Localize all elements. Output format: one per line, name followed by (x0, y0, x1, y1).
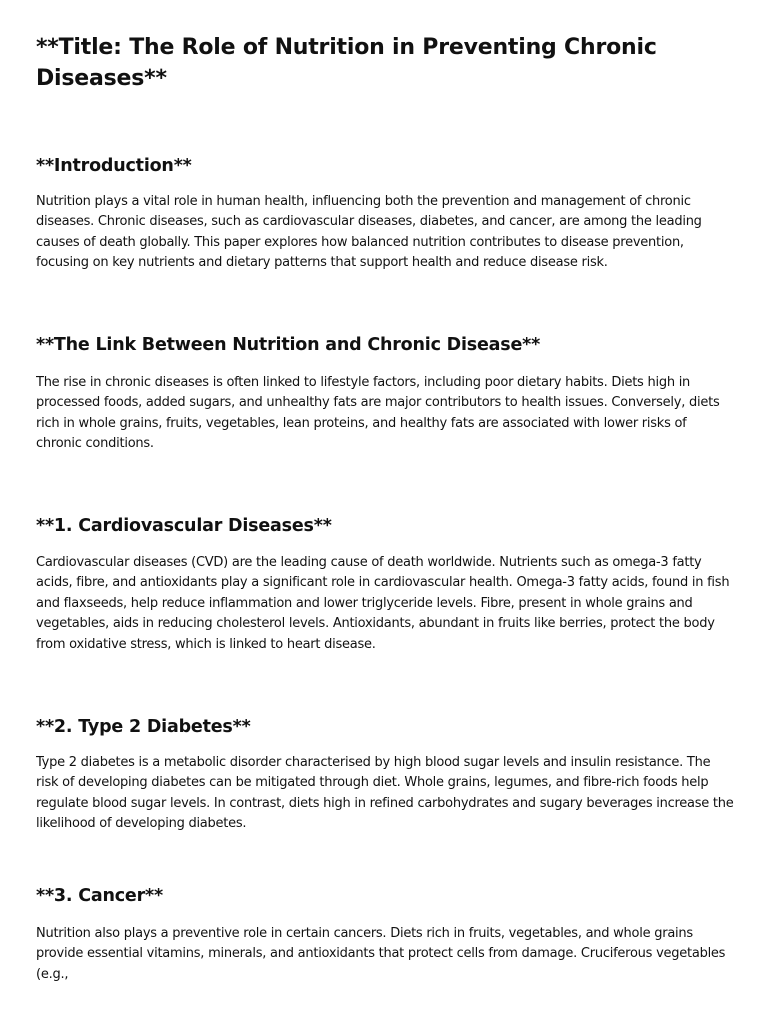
section-heading-diabetes: **2. Type 2 Diabetes** (36, 717, 251, 737)
document-title: **Title: The Role of Nutrition in Preventing Chronic Diseases** (36, 35, 657, 91)
section-paragraph-cancer: Nutrition also plays a preventive role in certain cancers. Diets rich in fruits, vegetables, and whole grains provide essential vitamins, minerals, and antioxidants that protect cells from damage. Cruciferous vegetables (e.g., (36, 926, 726, 982)
section-heading-cancer: **3. Cancer** (36, 886, 163, 906)
section-heading-nutrition-link: **The Link Between Nutrition and Chronic Disease** (36, 335, 541, 355)
section-heading-introduction: **Introduction** (36, 156, 192, 176)
document-page (36, 0, 736, 1024)
section-paragraph-nutrition-link: The rise in chronic diseases is often linked to lifestyle factors, including poor dietary habits. Diets high in processed foods, added sugars, and unhealthy fats are major contributors to health issues. Conversely, diets rich in whole grains, fruits, vegetables, lean proteins, and healthy fats are associated with lower risks of chronic conditions. (36, 375, 720, 452)
section-paragraph-cardiovascular: Cardiovascular diseases (CVD) are the leading cause of death worldwide. Nutrients such as omega-3 fatty acids, fibre, and antioxidants play a significant role in cardiovascular health. Omega-3 fatty acids, found in fish and flaxseeds, help reduce inflammation and lower triglyceride levels. Fibre, present in whole grains and vegetables, aids in reducing cholesterol levels. Antioxidants, abundant in fruits like berries, protect the body from oxidative stress, which is linked to heart disease. (36, 555, 730, 652)
section-paragraph-introduction: Nutrition plays a vital role in human health, influencing both the prevention and management of chronic diseases. Chronic diseases, such as cardiovascular diseases, diabetes, and cancer, are among the leading causes of death globally. This paper explores how balanced nutrition contributes to disease prevention, focusing on key nutrients and dietary patterns that support health and reduce disease risk. (36, 194, 702, 271)
section-paragraph-diabetes: Type 2 diabetes is a metabolic disorder characterised by high blood sugar levels and insulin resistance. The risk of developing diabetes can be mitigated through diet. Whole grains, legumes, and fibre-rich foods help regulate blood sugar levels. In contrast, diets high in refined carbohydrates and sugary beverages increase the likelihood of developing diabetes. (36, 755, 734, 832)
section-heading-cardiovascular: **1. Cardiovascular Diseases** (36, 516, 332, 536)
